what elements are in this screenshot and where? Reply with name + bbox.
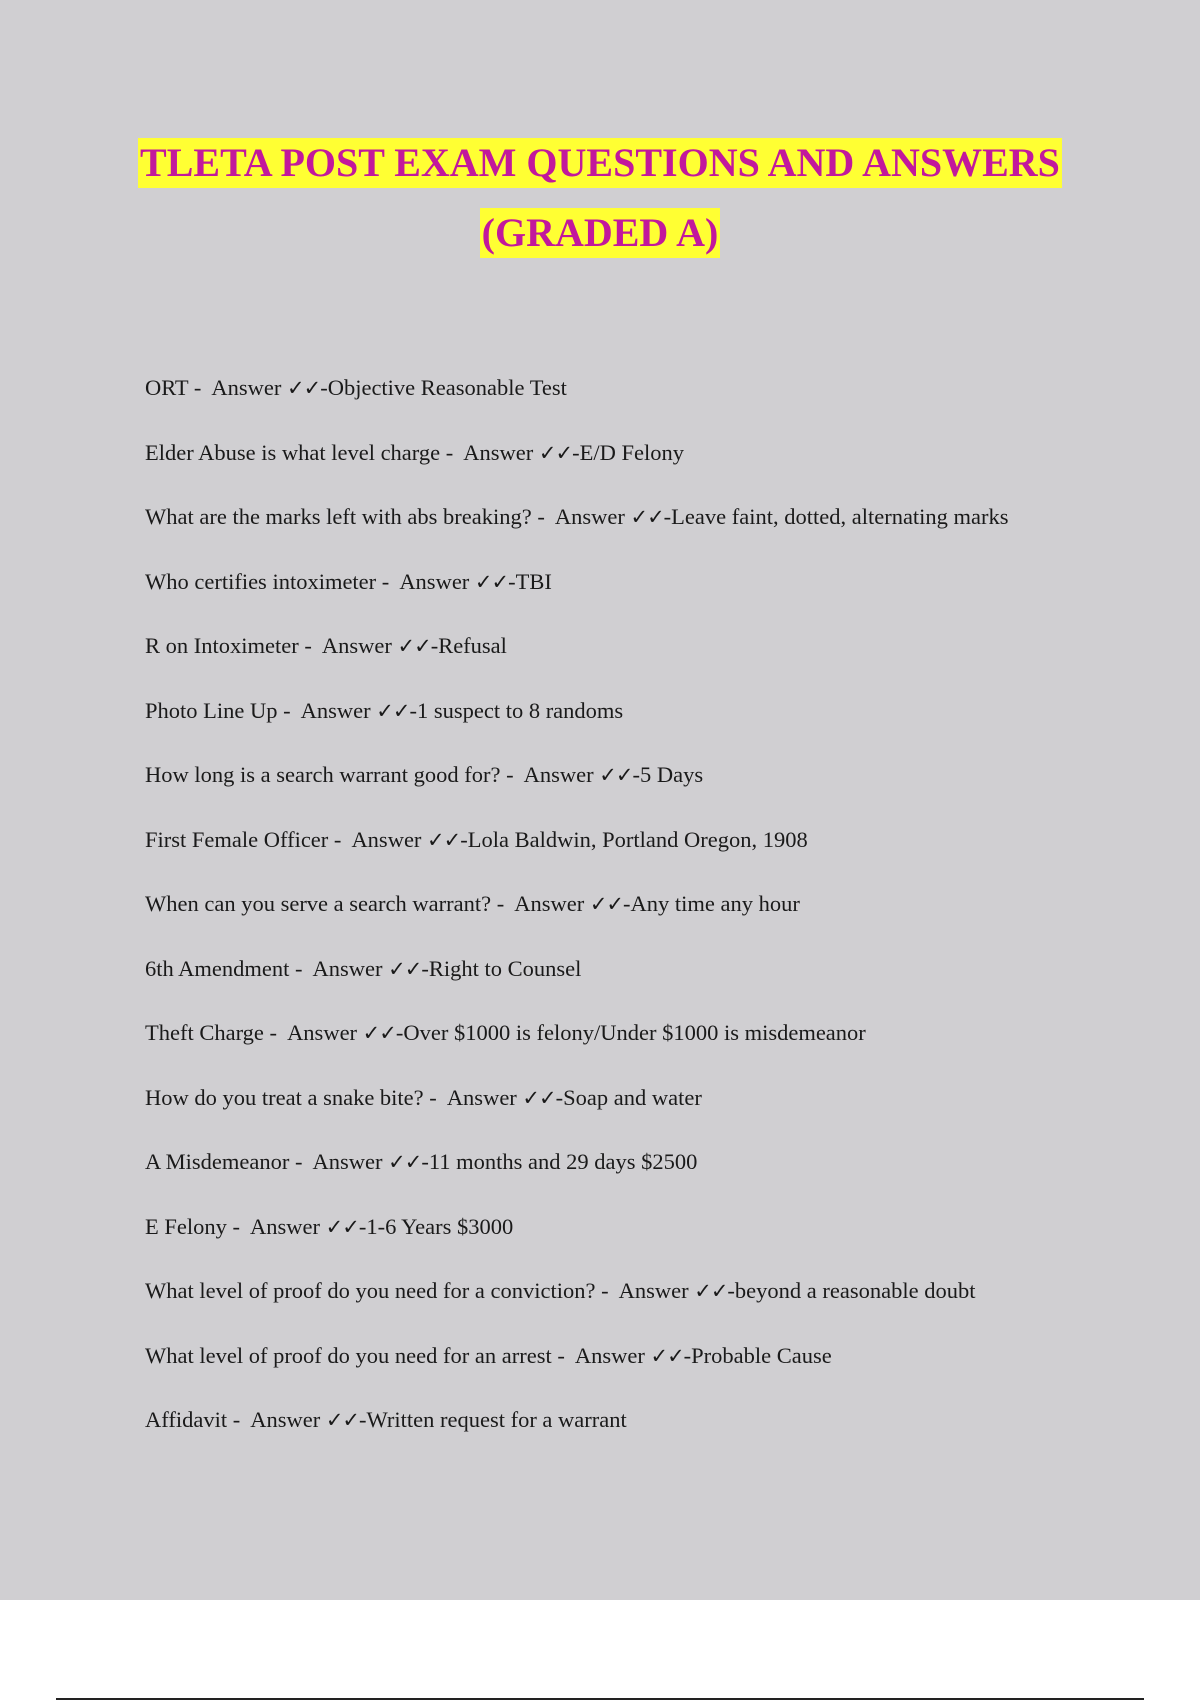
question-text: A Misdemeanor [145,1149,290,1174]
question-text: Who certifies intoximeter [145,568,377,594]
double-checkmark-icon: ✓✓ [538,440,573,465]
question-text: Affidavit [145,1407,228,1432]
separator: - [289,1149,313,1174]
question-text: R on Intoximeter [145,633,299,658]
question-text: What are the marks left with abs breaking? [145,504,532,529]
separator: - [395,1020,404,1045]
answer-text: Objective Reasonable Test [327,375,567,400]
answer-text: 1-6 Years $3000 [366,1213,514,1239]
qa-item [145,1207,1145,1272]
double-checkmark-icon: ✓✓ [694,1279,728,1303]
separator: - [460,826,468,852]
double-checkmark-icon: ✓✓ [325,1408,360,1432]
separator: - [423,1084,447,1110]
qa-item [145,1013,1145,1078]
answer-label: Answer [351,826,422,852]
document-title [0,138,1200,278]
answer-label: Answer [312,955,383,981]
question-text: E Felony [145,1213,227,1239]
answer-text: Soap and water [563,1084,702,1110]
separator: - [551,1342,575,1368]
qa-list [145,368,1145,1465]
question-text: How do you treat a snake bite? [145,1084,424,1110]
double-checkmark-icon: ✓✓ [427,827,461,852]
answer-text: 5 Days [639,762,704,787]
answer-text: Lola Baldwin, Portland Oregon, 1908 [467,826,808,852]
answer-text: Any time any hour [630,891,800,916]
separator: - [632,762,640,787]
separator: - [500,762,524,787]
question-text: Elder Abuse is what level charge [145,439,441,465]
separator: - [298,633,322,658]
separator: - [263,1020,288,1045]
qa-item [145,433,1145,498]
separator: - [227,1407,251,1432]
separator: - [491,891,515,916]
answer-label: Answer [523,762,594,787]
question-text: What level of proof do you need for an arrest [145,1342,552,1368]
question-text: Theft Charge [145,1020,264,1045]
answer-text: 11 months and 29 days $2500 [428,1149,698,1174]
answer-text: Right to Counsel [428,955,582,981]
separator: - [359,1407,367,1432]
separator: - [289,955,313,981]
separator: - [572,439,580,465]
question-text: 6th Amendment [145,955,290,981]
title-line-1: TLETA POST EXAM QUESTIONS AND ANSWERS [138,138,1062,188]
separator: - [358,1213,367,1239]
answer-label: Answer [250,1407,321,1432]
answer-text: Written request for a warrant [366,1407,627,1432]
qa-item [145,1078,1145,1143]
double-checkmark-icon: ✓✓ [650,1343,684,1368]
answer-label: Answer [300,697,371,723]
separator: - [328,826,352,852]
separator: - [595,1278,619,1303]
separator: - [440,439,464,465]
qa-item [145,1400,1145,1465]
separator: - [531,504,555,529]
qa-item [145,820,1145,885]
answer-label: Answer [287,1020,358,1045]
double-checkmark-icon: ✓✓ [362,1021,396,1045]
qa-item [145,1142,1145,1207]
answer-label: Answer [514,891,585,916]
answer-text: E/D Felony [579,439,684,465]
qa-item [145,1336,1145,1401]
answer-text: 1 suspect to 8 randoms [416,697,624,723]
answer-text: Probable Cause [691,1342,832,1368]
answer-label: Answer [211,375,282,400]
separator: - [421,1149,429,1174]
question-text: What level of proof do you need for a conviction? [145,1278,596,1303]
separator: - [727,1278,735,1303]
separator: - [320,375,328,400]
question-text: Photo Line Up [145,697,278,723]
answer-label: Answer [446,1084,517,1110]
separator: - [555,1084,564,1110]
qa-item [145,368,1145,433]
qa-item [145,562,1145,627]
answer-text: TBI [515,568,552,594]
double-checkmark-icon: ✓✓ [589,892,624,916]
separator: - [277,697,301,723]
separator: - [376,568,400,594]
question-text: How long is a search warrant good for? [145,762,501,787]
qa-item [145,1271,1145,1336]
double-checkmark-icon: ✓✓ [287,376,321,400]
answer-label: Answer [618,1278,689,1303]
separator: - [421,955,429,981]
separator: - [409,697,417,723]
double-checkmark-icon: ✓✓ [388,1150,422,1174]
answer-label: Answer [399,568,470,594]
title-line-2: (GRADED A) [480,208,721,258]
separator: - [663,504,672,529]
separator: - [188,375,212,400]
qa-item [145,691,1145,756]
double-checkmark-icon: ✓✓ [630,505,664,529]
qa-item [145,626,1145,691]
answer-text: Over $1000 is felony/Under $1000 is misdemeanor [403,1020,866,1045]
qa-item [145,755,1145,820]
separator: - [623,891,631,916]
question-text: First Female Officer [145,826,329,852]
separator: - [508,568,516,594]
answer-label: Answer [463,439,534,465]
qa-item [145,497,1145,562]
separator: - [226,1213,251,1239]
answer-text: beyond a reasonable doubt [734,1278,976,1303]
answer-text: Leave faint, dotted, alternating marks [671,504,1009,529]
answer-label: Answer [250,1213,320,1239]
double-checkmark-icon: ✓✓ [325,1214,359,1239]
answer-label: Answer [574,1342,645,1368]
separator: - [430,633,439,658]
answer-label: Answer [554,504,625,529]
answer-label: Answer [312,1149,383,1174]
double-checkmark-icon: ✓✓ [397,634,431,658]
double-checkmark-icon: ✓✓ [522,1085,556,1110]
answer-label: Answer [321,633,392,658]
double-checkmark-icon: ✓✓ [388,956,422,981]
answer-text: Refusal [438,633,507,658]
qa-item [145,884,1145,949]
double-checkmark-icon: ✓✓ [599,763,633,787]
qa-item [145,949,1145,1014]
separator: - [683,1342,692,1368]
double-checkmark-icon: ✓✓ [474,569,509,594]
double-checkmark-icon: ✓✓ [376,698,410,723]
question-text: ORT [145,375,189,400]
question-text: When can you serve a search warrant? [145,891,492,916]
